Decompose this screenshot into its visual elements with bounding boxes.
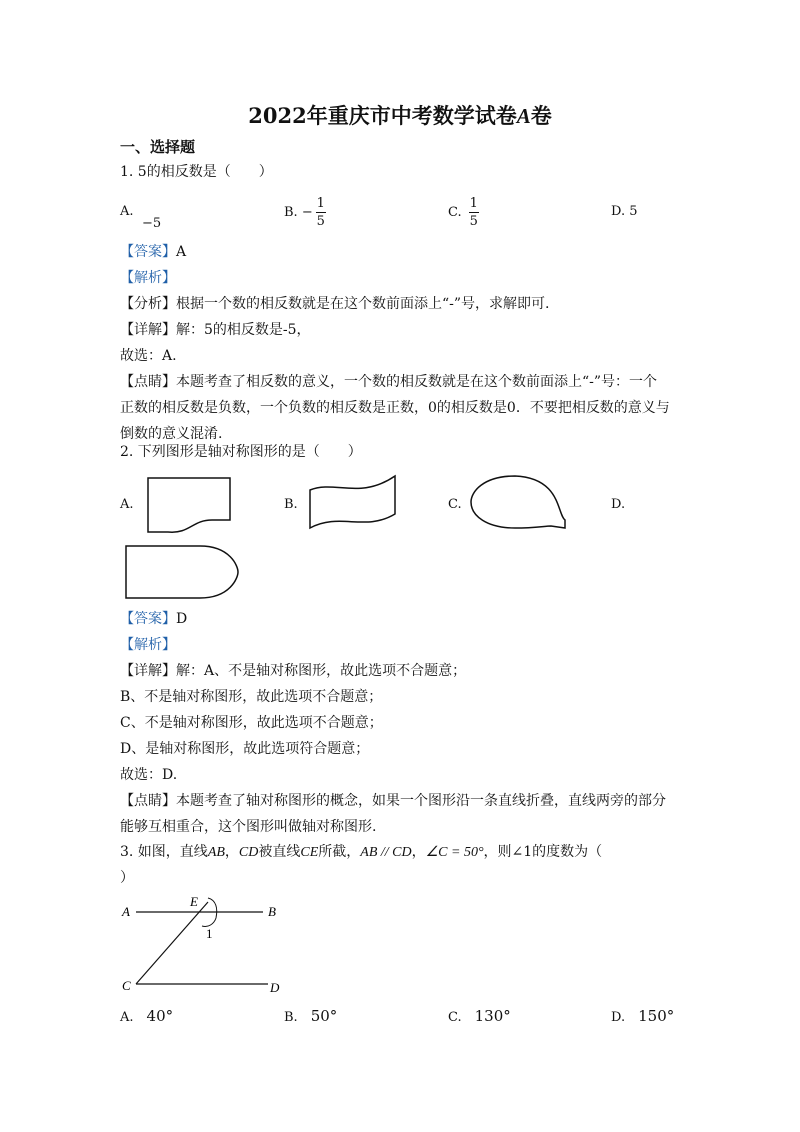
q3-option-b: B. 50°: [284, 1007, 338, 1025]
q1-dianjing-2: 正数的相反数是负数，一个负数的相反数是正数，0的相反数是0．不要把相反数的意义与: [120, 400, 670, 416]
q2-line-b: B、不是轴对称图形，故此选项不合题意；: [120, 689, 383, 705]
q2-figure-d: [120, 540, 250, 610]
q1-option-a: A.: [120, 204, 134, 219]
q3-label-b: B: [268, 904, 276, 919]
q1-option-b: B. − $\frac{1}{5}$: [284, 196, 325, 229]
q1-choose: 故选：A.: [120, 348, 177, 364]
q2-label-b: B.: [284, 497, 298, 512]
q3-option-c: C. 130°: [448, 1007, 511, 1025]
page-title: 2022年重庆市中考数学试卷A卷: [248, 103, 552, 128]
q3-label-e: E: [190, 894, 198, 909]
q2-xiangjie-a: 【详解】解：A、不是轴对称图形，故此选项不合题意；: [120, 663, 467, 679]
q2-choose: 故选：D.: [120, 767, 178, 783]
q3-option-a: A. 40°: [120, 1007, 174, 1025]
q3-label-d: D: [270, 980, 280, 995]
q2-dianjing-2: 能够互相重合，这个图形叫做轴对称图形.: [120, 819, 377, 835]
q1-stem: 1. 5的相反数是（ ）: [120, 164, 273, 180]
q2-label-c: C.: [448, 497, 462, 512]
q2-label-a: A.: [120, 497, 134, 512]
q2-figure-c: [465, 470, 575, 540]
q3-option-d: D. 150°: [611, 1007, 675, 1025]
q1-xiangjie: 【详解】解：5的相反数是-5，: [120, 322, 311, 338]
q1-answer: 【答案】A: [120, 244, 187, 260]
q3-label-a: A: [122, 904, 130, 919]
q2-line-c: C、不是轴对称图形，故此选项不合题意；: [120, 715, 383, 731]
q3-figure: [118, 892, 293, 1000]
q2-stem: 2. 下列图形是轴对称图形的是（ ）: [120, 444, 362, 460]
q3-label-c: C: [122, 978, 131, 993]
q2-dianjing-1: 【点睛】本题考查了轴对称图形的概念，如果一个图形沿一条直线折叠，直线两旁的部分: [120, 793, 666, 809]
q2-label-d: D.: [611, 497, 626, 512]
q2-answer: 【答案】D: [120, 611, 188, 627]
q2-figure-b: [300, 470, 410, 540]
q1-dianjing-3: 倒数的意义混淆.: [120, 426, 223, 442]
q3-stem: 3. 如图，直线AB，CD被直线CE所截，AB // CD，∠C = 50°，则∠1的度数为（: [120, 844, 603, 860]
q1-option-d: D. 5: [611, 204, 638, 219]
q1-option-c: C. $\frac{1}{5}$: [448, 196, 478, 229]
q2-analysis-tag: 【解析】: [120, 637, 176, 653]
q1-option-a-value: −5: [142, 216, 162, 231]
q1-fenxi: 【分析】根据一个数的相反数就是在这个数前面添上“-”号，求解即可.: [120, 296, 550, 312]
q3-label-angle-1: 1: [206, 926, 213, 941]
q1-analysis-tag: 【解析】: [120, 270, 176, 286]
q3-stem-close: ）: [120, 870, 134, 886]
q2-figure-a: [140, 470, 240, 540]
section-heading: 一、选择题: [120, 138, 196, 156]
q2-line-d: D、是轴对称图形，故此选项符合题意；: [120, 741, 370, 757]
q1-dianjing-1: 【点睛】本题考查了相反数的意义，一个数的相反数就是在这个数前面添上“-”号：一个: [120, 374, 658, 390]
